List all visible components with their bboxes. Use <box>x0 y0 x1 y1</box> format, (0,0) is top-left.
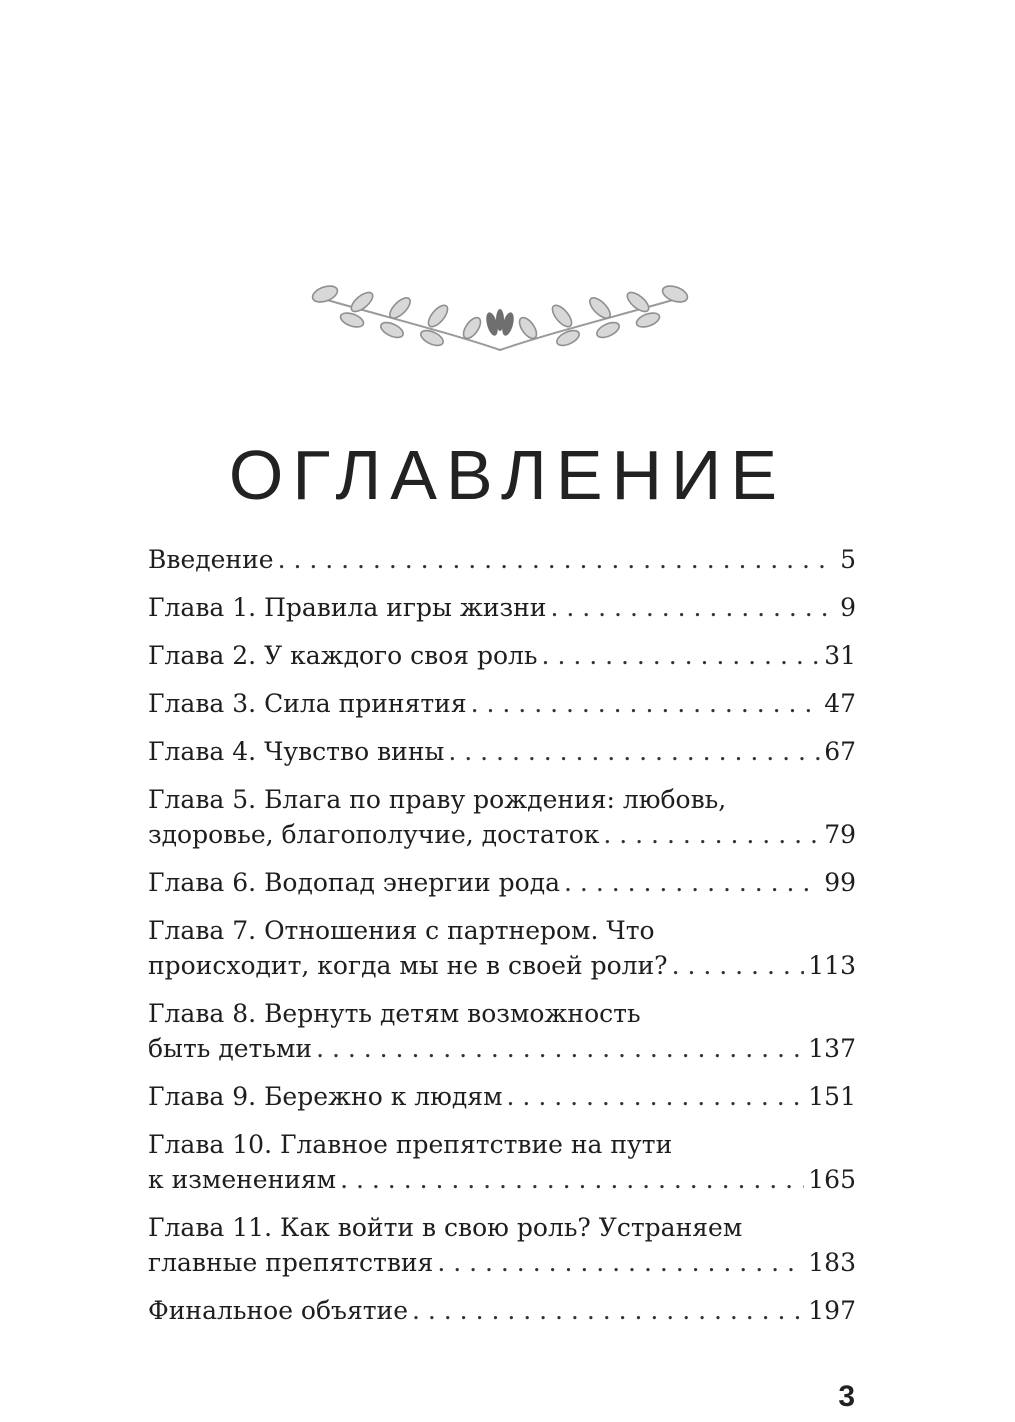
toc-entry-title-line: к изменениям <box>148 1165 337 1194</box>
toc-entry <box>148 1293 856 1328</box>
dot-leader <box>542 638 821 673</box>
toc-entry-row <box>148 817 856 852</box>
toc-entry-page: 197 <box>808 1296 856 1325</box>
toc-entry-title-line: Глава 6. Водопад энергии рода <box>148 868 561 897</box>
dot-leader <box>437 1245 804 1280</box>
dot-leader <box>340 1162 804 1197</box>
toc-entry-title-line: происходит, когда мы не в своей роли? <box>148 951 668 980</box>
toc-entry-row <box>148 638 856 673</box>
toc-entry <box>148 782 856 852</box>
toc-entry-row <box>148 686 856 721</box>
toc-entry-title-line: главные препятствия <box>148 1248 434 1277</box>
toc-entry-title-line: Глава 4. Чувство вины <box>148 737 445 766</box>
toc-entry-row <box>148 542 856 577</box>
toc-entry <box>148 1127 856 1197</box>
toc-entry-title-line: Глава 7. Отношения с партнером. Что <box>148 916 655 945</box>
toc-entry-row <box>148 1079 856 1114</box>
dot-leader <box>278 542 837 577</box>
toc-entry-page: 183 <box>808 1248 856 1277</box>
toc-entry-title-line: Глава 5. Блага по праву рождения: любовь, <box>148 785 727 814</box>
toc-entry-title-line: Глава 1. Правила игры жизни <box>148 593 547 622</box>
toc-entry-page: 79 <box>824 820 856 849</box>
toc-entry-page: 9 <box>840 593 856 622</box>
toc-entry <box>148 686 856 721</box>
toc-entry-title-line: Глава 10. Главное препятствие на пути <box>148 1130 673 1159</box>
toc-entry-title-line: Введение <box>148 545 274 574</box>
toc-entry-title-line: Финальное объятие <box>148 1296 408 1325</box>
toc-entry-page: 47 <box>824 689 856 718</box>
toc-entry <box>148 913 856 983</box>
toc-entry-page: 113 <box>808 951 856 980</box>
dot-leader <box>448 734 820 769</box>
dot-leader <box>316 1031 804 1066</box>
dot-leader <box>507 1079 805 1114</box>
page-number: 3 <box>838 1380 855 1413</box>
dot-leader <box>471 686 821 721</box>
toc-entry-row <box>148 865 856 900</box>
dot-leader <box>564 865 820 900</box>
toc-entry-title-line: Глава 11. Как войти в свою роль? Устраняем <box>148 1213 743 1242</box>
toc-entry-title-line: быть детьми <box>148 1034 313 1063</box>
toc-entry-page: 5 <box>840 545 856 574</box>
toc-entry-page: 151 <box>808 1082 856 1111</box>
toc-entry-page: 165 <box>808 1165 856 1194</box>
table-of-contents <box>148 542 856 1341</box>
toc-entry-page: 31 <box>824 641 856 670</box>
toc-heading: ОГЛАВЛЕНИЕ <box>228 436 787 514</box>
toc-entry-title-line: Глава 9. Бережно к людям <box>148 1082 503 1111</box>
toc-entry-row <box>148 1245 856 1280</box>
toc-entry-row <box>148 590 856 625</box>
toc-entry-row <box>148 734 856 769</box>
toc-entry-title-line: Глава 3. Сила принятия <box>148 689 467 718</box>
dot-leader <box>672 948 805 983</box>
laurel-branch-icon <box>300 278 700 358</box>
toc-entry-page: 99 <box>824 868 856 897</box>
dot-leader <box>603 817 820 852</box>
toc-entry <box>148 590 856 625</box>
toc-entry <box>148 734 856 769</box>
toc-entry-page: 137 <box>808 1034 856 1063</box>
toc-entry-row <box>148 1293 856 1328</box>
toc-entry <box>148 638 856 673</box>
toc-entry <box>148 996 856 1066</box>
toc-entry-row <box>148 1162 856 1197</box>
toc-entry-title-line: здоровье, благополучие, достаток <box>148 820 600 849</box>
toc-entry-page: 67 <box>824 737 856 766</box>
toc-entry <box>148 542 856 577</box>
dot-leader <box>412 1293 804 1328</box>
toc-entry-row <box>148 1031 856 1066</box>
dot-leader <box>550 590 836 625</box>
toc-entry <box>148 865 856 900</box>
toc-entry <box>148 1210 856 1280</box>
toc-entry-title-line: Глава 2. У каждого своя роль <box>148 641 538 670</box>
toc-entry <box>148 1079 856 1114</box>
toc-entry-row <box>148 948 856 983</box>
toc-entry-title-line: Глава 8. Вернуть детям возможность <box>148 999 641 1028</box>
